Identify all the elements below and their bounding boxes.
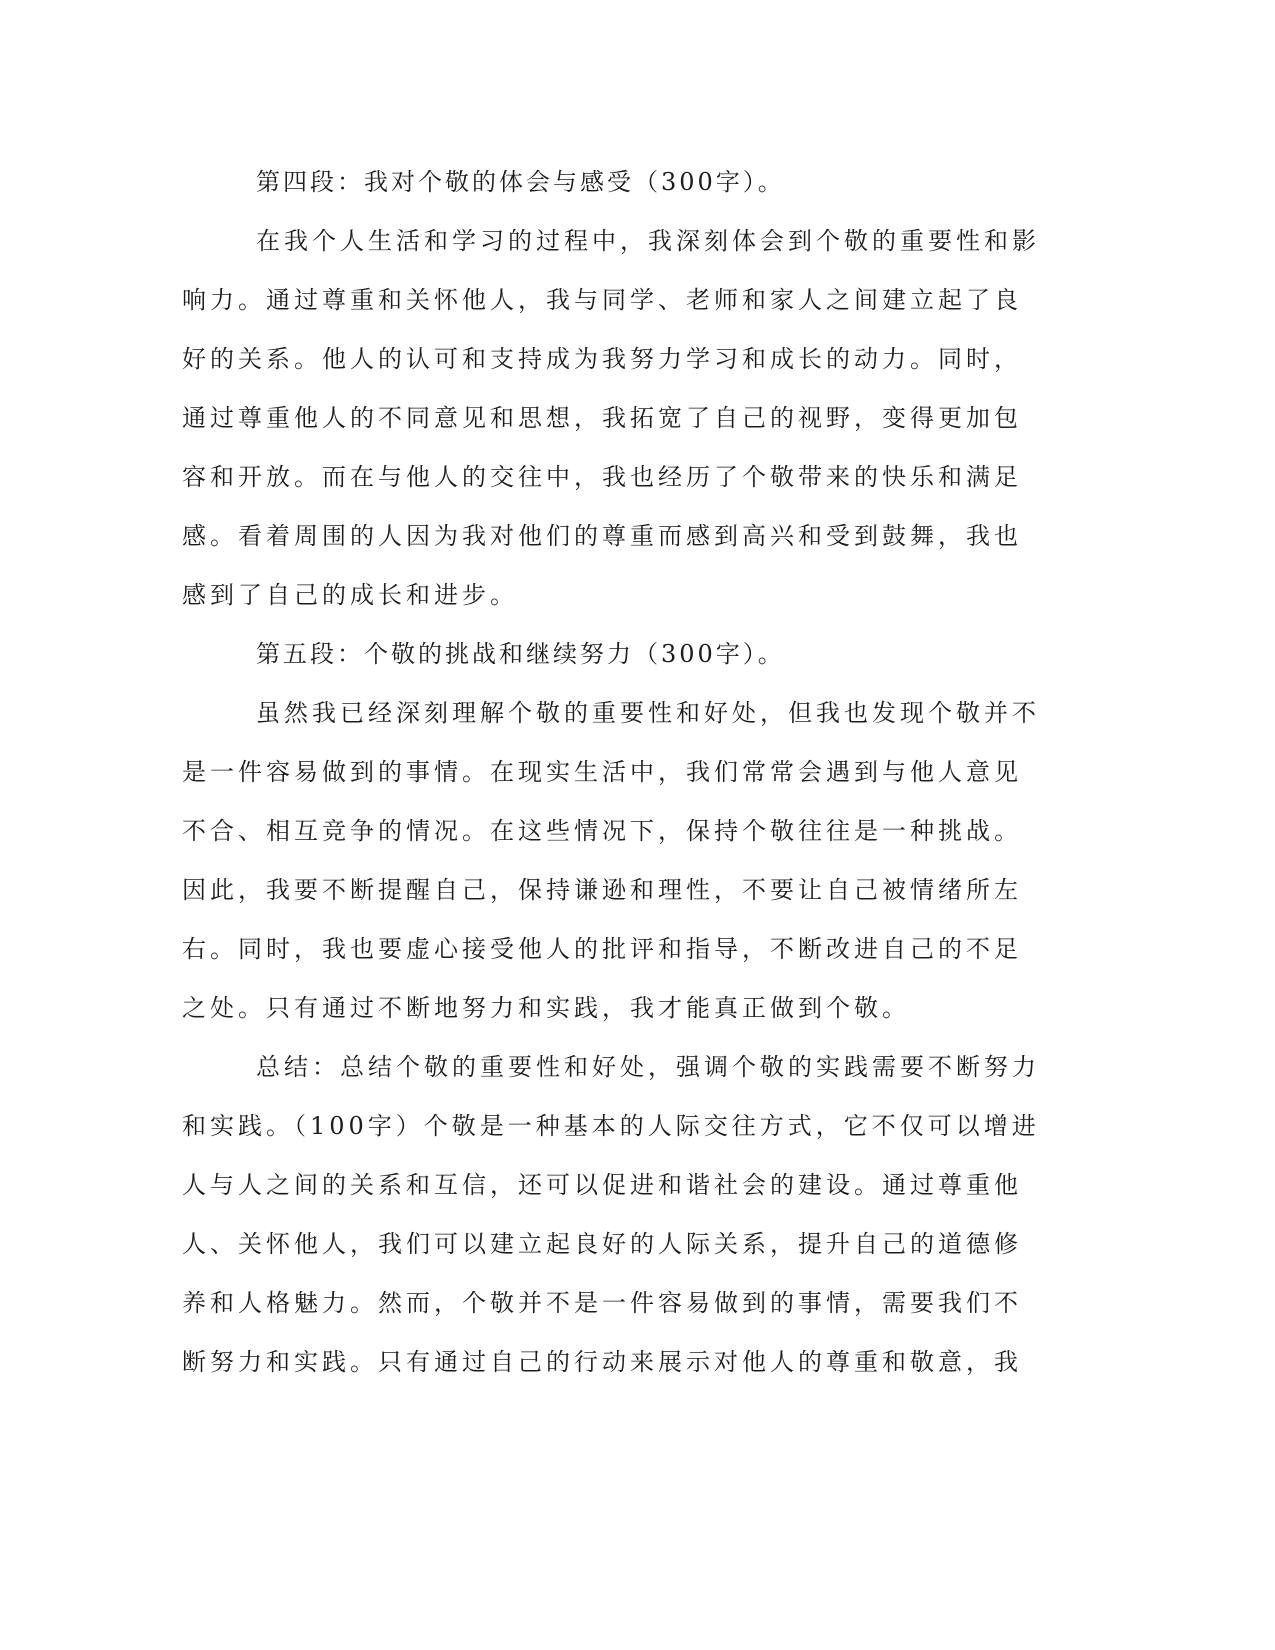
section-five-paragraph: 虽然我已经深刻理解个敬的重要性和好处，但我也发现个敬并不是一件容易做到的事情。在现实生活中，我们常常会遇到与他人意见不合、相互竞争的情况。在这些情况下，保持个敬往往是一种挑战。因此，我要不断提醒自己，保持谦逊和理性，不要让自己被情绪所左右。同时，我也要虚心接受他人的批评和指导，不断改进自己的不足之处。只有通过不断地努力和实践，我才能真正做到个敬。 — [182, 699, 1040, 1022]
section-four-heading: 第四段：我对个敬的体会与感受（300字）。 — [256, 168, 785, 196]
section-five-heading: 第五段：个敬的挑战和继续努力（300字）。 — [256, 640, 785, 668]
summary-paragraph: 总结：总结个敬的重要性和好处，强调个敬的实践需要不断努力和实践。（100字）个敬是一种基本的人际交往方式，它不仅可以增进人与人之间的关系和互信，还可以促进和谐社会的建设。通过尊重他人、关怀他人，我们可以建立起良好的人际关系，提升自己的道德修养和人格魅力。然而，个敬并不是一件容易做到的事情，需要我们不断努力和实践。只有通过自己的行动来展示对他人的尊重和敬意，我 — [182, 1053, 1040, 1376]
section-four-paragraph: 在我个人生活和学习的过程中，我深刻体会到个敬的重要性和影响力。通过尊重和关怀他人，我与同学、老师和家人之间建立起了良好的关系。他人的认可和支持成为我努力学习和成长的动力。同时，通过尊重他人的不同意见和思想，我拓宽了自己的视野，变得更加包容和开放。而在与他人的交往中，我也经历了个敬带来的快乐和满足感。看着周围的人因为我对他们的尊重而感到高兴和受到鼓舞，我也感到了自己的成长和进步。 — [182, 227, 1040, 609]
document-body — [182, 153, 1042, 1392]
